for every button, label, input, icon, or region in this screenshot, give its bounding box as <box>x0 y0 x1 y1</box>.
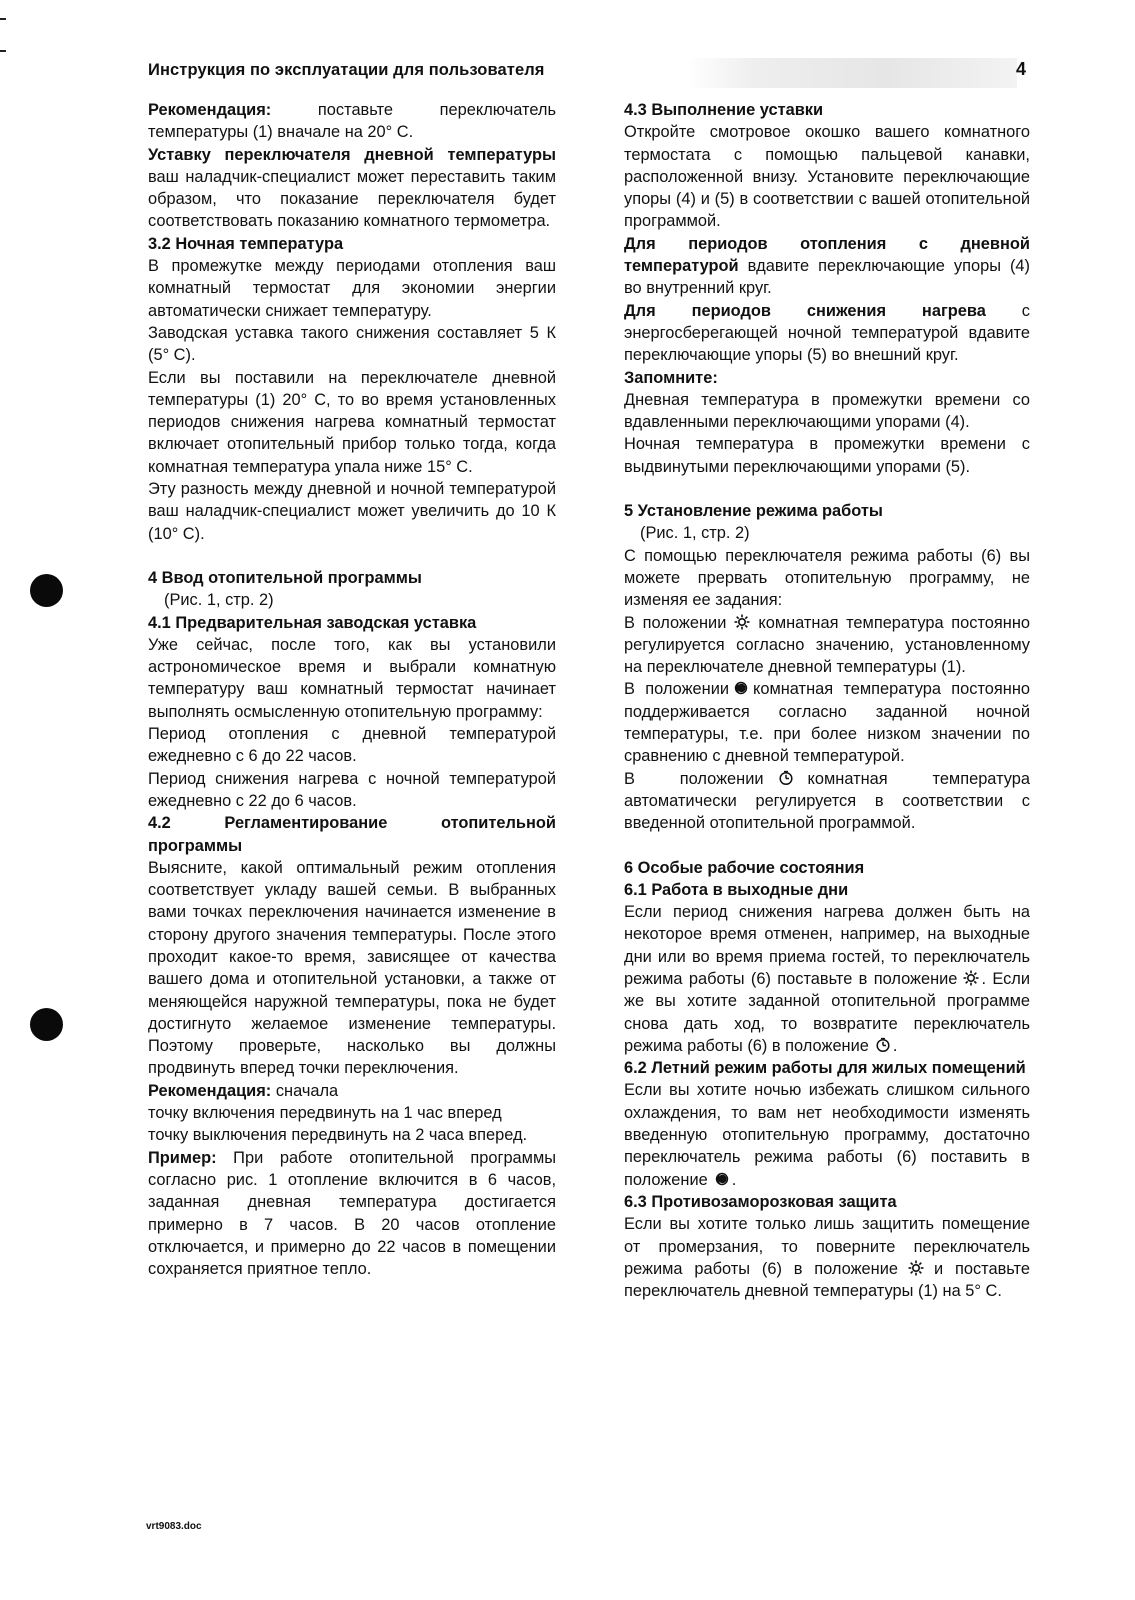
paragraph-text: сначала <box>271 1081 339 1100</box>
section-heading-6-2: 6.2 Летний режим работы для жилых помещений <box>624 1059 1026 1078</box>
paragraph <box>624 612 1030 679</box>
section-heading-4-3: 4.3 Выполнение уставки <box>624 101 824 119</box>
paragraph: Период снижения нагрева с ночной температурой ежедневно с 22 до 6 часов. <box>148 769 556 810</box>
paragraph-text: При работе отопительной программы согласно рис. 1 отопление включится в 6 часов, заданная дневная температура достигается примерно в 7 часов. В 20 часов отопление отключается, и примерно до 22 часов в помещении сохраняется приятное тепло. <box>148 1148 556 1279</box>
paragraph-text: с энергосберегающей ночной температурой вдавите переключающие упоры (5) во внешний круг. <box>624 301 1030 365</box>
clock-icon <box>875 1037 891 1053</box>
paragraph <box>624 678 1030 767</box>
sun-icon <box>908 1260 924 1276</box>
paragraph-text: В положении <box>624 613 727 632</box>
paragraph: В промежутке между периодами отопления ваш комнатный термостат для экономии энергии автоматически снижает температуру. <box>148 257 556 320</box>
paragraph-text: и поставьте переключатель дневной температуры (1) на 5° С. <box>624 1259 1030 1301</box>
paragraph-text: комнатная температура постоянно регулируется согласно значению, установленному на переключателе дневной температуры (1). <box>624 613 1030 677</box>
paragraph <box>148 1147 556 1281</box>
paragraph <box>624 300 1030 367</box>
bold-label: Уставку переключателя дневной температуры <box>148 145 556 164</box>
section-heading-6: 6 Особые рабочие состояния <box>624 858 865 877</box>
right-column <box>624 99 1030 1302</box>
sun-icon <box>734 614 750 630</box>
spacer <box>148 545 556 567</box>
paragraph-text: . <box>892 1036 898 1055</box>
bold-label: Рекомендация: <box>148 1081 272 1100</box>
paragraph <box>624 233 1030 300</box>
paragraph-text: комнатная температура автоматически регулируется в соответствии с введенной отопительной программой. <box>624 769 1030 833</box>
paragraph-text: Если вы хотите ночью избежать слишком сильного охлаждения, то вам нет необходимости изменять введенную отопительную программу, достаточно переключатель режима работы (6) поставить в положение <box>624 1081 1030 1189</box>
clock-icon <box>778 770 794 786</box>
paragraph: точку выключения передвинуть на 2 часа вперед. <box>148 1126 528 1145</box>
figure-reference: (Рис. 1, стр. 2) <box>640 524 750 543</box>
paragraph <box>624 1213 1030 1302</box>
scan-edge-mark <box>0 18 6 20</box>
section-heading-4-2: 4.2 Регламентирование отопительной программы <box>148 814 556 855</box>
paragraph <box>148 144 556 233</box>
paragraph: Дневная температура в промежутки времени со вдавленными переключающими упорами (4). <box>624 390 1030 432</box>
paragraph-text: . <box>731 1170 737 1189</box>
spacer <box>624 478 1030 500</box>
paragraph-text: поставьте переключатель температуры (1) вначале на 20° С. <box>148 101 556 142</box>
section-heading-5: 5 Установление режима работы <box>624 502 883 521</box>
paragraph-text: В положении <box>624 680 730 699</box>
section-heading-4: 4 Ввод отопительной программы <box>148 568 422 587</box>
paragraph-text: ваш наладчик-специалист может переставить таким образом, что показание переключателя будет соответствовать показанию комнатного термометра. <box>148 167 556 231</box>
section-heading-6-1: 6.1 Работа в выходные дни <box>624 880 849 899</box>
sun-icon <box>963 970 979 986</box>
bold-label: Для периодов снижения нагрева <box>624 301 986 320</box>
bold-label: Пример: <box>148 1148 217 1167</box>
paragraph: Если вы поставили на переключателе дневной температуры (1) 20° С, то во время установленных периодов снижения нагрева комнатный термостат включает отопительный прибор только тогда, когда комнатная температура упала ниже 15° С. <box>148 368 556 476</box>
figure-reference: (Рис. 1, стр. 2) <box>164 591 274 610</box>
paragraph-text: комнатная температура постоянно поддерживается согласно заданной ночной температуры, т.е. при более низком значении по сравнению с дневной температурой. <box>624 680 1030 766</box>
paragraph <box>148 99 556 144</box>
binder-hole-bullet <box>30 1008 63 1041</box>
paragraph-text: В положении <box>624 769 764 788</box>
paragraph: Эту разность между дневной и ночной температурой ваш наладчик-специалист может увеличить до 10 К (10° С). <box>148 480 556 543</box>
paragraph <box>624 1079 1030 1190</box>
section-heading-6-3: 6.3 Противозаморозковая защита <box>624 1192 897 1211</box>
page-header-title: Инструкция по эксплуатации для пользователя <box>148 61 545 79</box>
bold-label: Для периодов отопления с дневной температурой <box>624 234 1030 276</box>
paragraph-text: Если период снижения нагрева должен быть на некоторое время отменен, например, на выходные дни или во время приема гостей, то переключатель режима работы (6) поставьте в положение <box>624 903 1030 988</box>
paragraph: С помощью переключателя режима работы (6) вы можете прервать отопительную программу, не изменяя ее задания: <box>624 546 1030 610</box>
section-heading-3-2: 3.2 Ночная температура <box>148 234 344 253</box>
paragraph <box>624 901 1030 1057</box>
paragraph: Заводская уставка такого снижения составляет 5 К (5° С). <box>148 323 556 365</box>
paragraph-text: . Если же вы хотите заданной отопительной программе снова дать ход, то возвратите переключатель режима работы (6) в положение <box>624 969 1031 1055</box>
section-heading-4-1: 4.1 Предварительная заводская уставка <box>148 613 477 632</box>
binder-hole-bullet <box>30 574 63 607</box>
paragraph: Выясните, какой оптимальный режим отопления соответствует укладу вашей семьи. В выбранных вами точках переключения начинается изменение в сторону другого значения температуры. После этого проходит какое-то время, зависящее от качества вашего дома и отопительной установки, а также от меняющейся наружной температуры, пока не будет достигнуто желаемое изменение температуры. Поэтому проверьте, насколько вы должны продвинуть вперед точки переключения. <box>148 858 556 1078</box>
paragraph-text: Если вы хотите только лишь защитить помещение от промерзания, то поверните переключатель режима работы (6) в положение <box>624 1215 1030 1278</box>
left-column <box>148 99 556 1280</box>
remember-label: Запомните: <box>624 368 718 387</box>
paragraph-text: вдавите переключающие упоры (4) во внутренний круг. <box>624 257 1030 298</box>
paragraph <box>624 768 1030 835</box>
footer-filename: vrt9083.doc <box>146 1521 202 1532</box>
moon-icon <box>733 680 749 696</box>
bold-label: Рекомендация: <box>148 101 272 119</box>
page-number: 4 <box>1016 59 1027 79</box>
paragraph: Период отопления с дневной температурой ежедневно с 6 до 22 часов. <box>148 725 556 766</box>
paragraph: точку включения передвинуть на 1 час вперед <box>148 1104 502 1123</box>
spacer <box>624 835 1030 857</box>
moon-icon <box>714 1171 730 1187</box>
paragraph: Ночная температура в промежутки времени с выдвинутыми переключающими упорами (5). <box>624 435 1030 476</box>
paragraph: Откройте смотровое окошко вашего комнатного термостата с помощью пальцевой канавки, расположенной внизу. Установите переключающие упоры (4) и (5) в соответствии с вашей отопительной программой. <box>624 123 1030 231</box>
paragraph: Уже сейчас, после того, как вы установили астрономическое время и выбрали комнатную температуру ваш комнатный термостат начинает выполнять осмысленную отопительную программу: <box>148 635 556 721</box>
paragraph <box>148 1080 556 1102</box>
scan-edge-mark <box>0 50 6 52</box>
